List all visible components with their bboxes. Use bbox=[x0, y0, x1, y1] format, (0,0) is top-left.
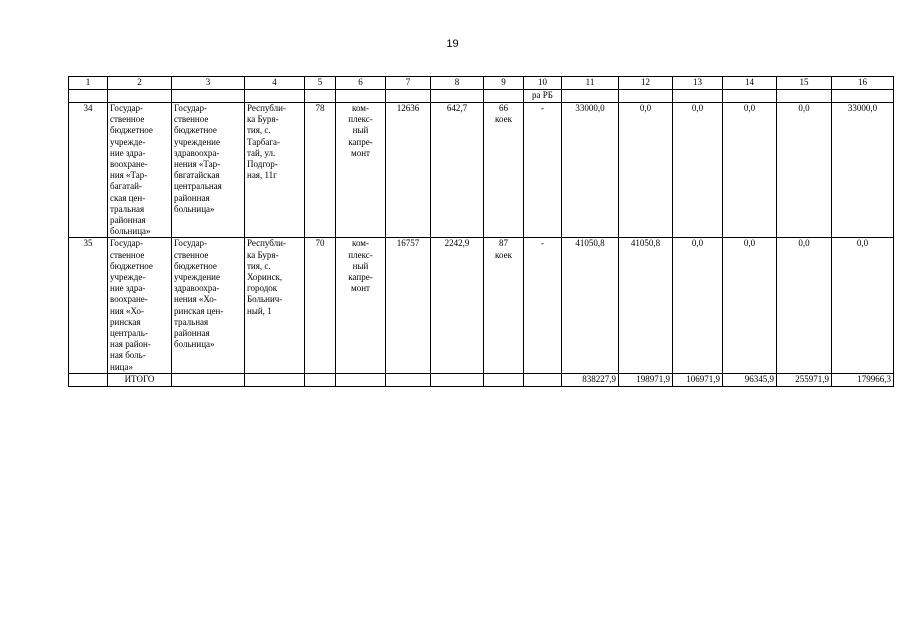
column-number-10: 10 bbox=[524, 77, 562, 90]
cell-line: коек bbox=[495, 249, 512, 260]
subheader-cell bbox=[69, 90, 108, 103]
total-col16: 179966,3 bbox=[832, 373, 894, 386]
total-cell-empty bbox=[305, 373, 336, 386]
cell-line: Государ- bbox=[174, 103, 208, 113]
subheader-cell bbox=[619, 90, 673, 103]
cell-line: ская цен- bbox=[110, 192, 146, 203]
institution-name bbox=[108, 238, 172, 373]
total-col11: 838227,9 bbox=[562, 373, 619, 386]
cell-col11: 33000,0 bbox=[562, 103, 619, 238]
cell-col15: 0,0 bbox=[777, 103, 832, 238]
cell-line: бюджетное bbox=[110, 125, 153, 136]
cell-line: 87 bbox=[499, 238, 508, 249]
cell-line: бюджетное bbox=[174, 125, 217, 136]
address bbox=[245, 238, 305, 373]
cell-line: ком- bbox=[352, 238, 369, 249]
cell-line: ный, 1 bbox=[247, 305, 272, 316]
cell-line: 66 bbox=[499, 103, 508, 113]
subheader-cell bbox=[431, 90, 484, 103]
cell-line: багатай- bbox=[110, 181, 142, 192]
cell-line: тия, с. bbox=[247, 260, 271, 271]
cell-col7: 12636 bbox=[386, 103, 431, 238]
column-number-row bbox=[69, 77, 894, 90]
cell-line: монт bbox=[351, 283, 370, 294]
cell-line: ный bbox=[352, 260, 369, 271]
cell-col14: 0,0 bbox=[723, 103, 777, 238]
cell-line: ственное bbox=[110, 249, 145, 260]
total-cell-empty bbox=[69, 373, 108, 386]
institution-full-name bbox=[172, 238, 245, 373]
page-number: 19 bbox=[446, 38, 459, 50]
cell-col16: 0,0 bbox=[832, 238, 894, 373]
cell-line: ная, 11г bbox=[247, 170, 277, 181]
cell-line: больница» bbox=[174, 203, 215, 214]
row-number: 35 bbox=[69, 238, 108, 373]
total-cell-empty bbox=[336, 373, 386, 386]
cell-line: тральная bbox=[174, 316, 209, 327]
bed-count bbox=[484, 238, 524, 373]
cell-col7: 16757 bbox=[386, 238, 431, 373]
subheader-cell-10: ра РБ bbox=[524, 90, 562, 103]
cell-line: ница» bbox=[110, 361, 133, 372]
cell-line: нения «Хо- bbox=[174, 294, 217, 305]
total-cell-empty bbox=[245, 373, 305, 386]
cell-line: ственное bbox=[174, 114, 209, 125]
data-table bbox=[68, 76, 894, 387]
cell-line: учреждение bbox=[174, 272, 220, 283]
column-number-16: 16 bbox=[832, 77, 894, 90]
cell-line: городок bbox=[247, 283, 278, 294]
cell-line: центральная bbox=[174, 181, 222, 192]
total-label: ИТОГО bbox=[108, 373, 172, 386]
column-number-9: 9 bbox=[484, 77, 524, 90]
cell-line: бвгатайская bbox=[174, 170, 220, 181]
column-number-6: 6 bbox=[336, 77, 386, 90]
cell-col14: 0,0 bbox=[723, 238, 777, 373]
column-number-8: 8 bbox=[431, 77, 484, 90]
cell-col11: 41050,8 bbox=[562, 238, 619, 373]
bed-count bbox=[484, 103, 524, 238]
cell-col5: 78 bbox=[305, 103, 336, 238]
cell-line: Государ- bbox=[110, 238, 144, 249]
repair-type bbox=[336, 103, 386, 238]
cell-line: ный bbox=[352, 125, 369, 136]
total-cell-empty bbox=[431, 373, 484, 386]
cell-line: нения «Тар- bbox=[174, 159, 221, 170]
institution-full-name bbox=[172, 103, 245, 238]
cell-line: ния «Хо- bbox=[110, 305, 144, 316]
cell-line: капре- bbox=[348, 136, 373, 147]
cell-line: бюджетное bbox=[174, 260, 217, 271]
total-cell-empty bbox=[484, 373, 524, 386]
cell-line: учреждение bbox=[174, 136, 220, 147]
cell-line: централь- bbox=[110, 328, 148, 339]
subheader-cell bbox=[832, 90, 894, 103]
subheader-cell bbox=[336, 90, 386, 103]
cell-line: ственное bbox=[174, 249, 209, 260]
cell-line: учрежде- bbox=[110, 272, 146, 283]
cell-line: ринская bbox=[110, 316, 141, 327]
column-number-12: 12 bbox=[619, 77, 673, 90]
total-col14: 96345,9 bbox=[723, 373, 777, 386]
cell-line: тия, с. bbox=[247, 125, 271, 136]
column-number-5: 5 bbox=[305, 77, 336, 90]
cell-line: бюджетное bbox=[110, 260, 153, 271]
cell-line: воохране- bbox=[110, 159, 148, 170]
subheader-cell bbox=[305, 90, 336, 103]
cell-col16: 33000,0 bbox=[832, 103, 894, 238]
cell-line: ком- bbox=[352, 103, 369, 113]
cell-col13: 0,0 bbox=[673, 103, 723, 238]
cell-line: районная bbox=[174, 192, 210, 203]
cell-col12: 0,0 bbox=[619, 103, 673, 238]
subheader-cell bbox=[172, 90, 245, 103]
cell-line: ственное bbox=[110, 114, 145, 125]
total-cell-empty bbox=[172, 373, 245, 386]
total-cell-empty bbox=[386, 373, 431, 386]
column-number-3: 3 bbox=[172, 77, 245, 90]
cell-col12: 41050,8 bbox=[619, 238, 673, 373]
cell-line: районная bbox=[174, 328, 210, 339]
subheader-row bbox=[69, 90, 894, 103]
cell-line: плекс- bbox=[348, 114, 373, 125]
column-number-11: 11 bbox=[562, 77, 619, 90]
row-number: 34 bbox=[69, 103, 108, 238]
cell-line: ния «Тар- bbox=[110, 170, 148, 181]
column-number-4: 4 bbox=[245, 77, 305, 90]
cell-col13: 0,0 bbox=[673, 238, 723, 373]
total-row bbox=[69, 373, 894, 386]
cell-line: ринская цен- bbox=[174, 305, 224, 316]
total-col15: 255971,9 bbox=[777, 373, 832, 386]
cell-line: ние здра- bbox=[110, 283, 146, 294]
total-col13: 106971,9 bbox=[673, 373, 723, 386]
cell-line: плекс- bbox=[348, 249, 373, 260]
cell-line: ка Буря- bbox=[247, 114, 279, 125]
repair-type bbox=[336, 238, 386, 373]
table-row bbox=[69, 103, 894, 238]
address bbox=[245, 103, 305, 238]
total-cell-empty bbox=[524, 373, 562, 386]
subheader-cell bbox=[245, 90, 305, 103]
subheader-cell bbox=[108, 90, 172, 103]
subheader-cell bbox=[777, 90, 832, 103]
column-number-15: 15 bbox=[777, 77, 832, 90]
cell-line: Государ- bbox=[110, 103, 144, 113]
institution-name bbox=[108, 103, 172, 238]
subheader-cell bbox=[723, 90, 777, 103]
cell-line: тральная bbox=[110, 203, 145, 214]
table-row bbox=[69, 238, 894, 373]
subheader-cell bbox=[673, 90, 723, 103]
cell-line: Подгор- bbox=[247, 159, 278, 170]
subheader-cell bbox=[386, 90, 431, 103]
column-number-13: 13 bbox=[673, 77, 723, 90]
subheader-cell bbox=[562, 90, 619, 103]
column-number-7: 7 bbox=[386, 77, 431, 90]
cell-line: монт bbox=[351, 147, 370, 158]
cell-line: Хоринск, bbox=[247, 272, 283, 283]
cell-line: Больнич- bbox=[247, 294, 283, 305]
cell-col10: - bbox=[524, 238, 562, 373]
cell-line: Государ- bbox=[174, 238, 208, 249]
column-number-1: 1 bbox=[69, 77, 108, 90]
total-col12: 198971,9 bbox=[619, 373, 673, 386]
cell-line: Республи- bbox=[247, 103, 286, 113]
cell-col15: 0,0 bbox=[777, 238, 832, 373]
cell-col10: - bbox=[524, 103, 562, 238]
table-body bbox=[69, 77, 894, 387]
cell-line: коек bbox=[495, 114, 512, 125]
cell-col8: 2242,9 bbox=[431, 238, 484, 373]
cell-line: капре- bbox=[348, 272, 373, 283]
cell-line: тай, ул. bbox=[247, 147, 276, 158]
cell-line: больница» bbox=[174, 339, 215, 350]
cell-col8: 642,7 bbox=[431, 103, 484, 238]
cell-line: ная район- bbox=[110, 339, 151, 350]
cell-line: здравоохра- bbox=[174, 147, 220, 158]
column-number-2: 2 bbox=[108, 77, 172, 90]
cell-line: воохране- bbox=[110, 294, 148, 305]
cell-line: Республи- bbox=[247, 238, 286, 249]
cell-line: районная bbox=[110, 215, 146, 226]
cell-line: больница» bbox=[110, 226, 151, 237]
cell-line: Тарбага- bbox=[247, 136, 281, 147]
cell-line: ная боль- bbox=[110, 350, 146, 361]
cell-line: ка Буря- bbox=[247, 249, 279, 260]
cell-line: здравоохра- bbox=[174, 283, 220, 294]
cell-line: учрежде- bbox=[110, 136, 146, 147]
subheader-cell bbox=[484, 90, 524, 103]
cell-col5: 70 bbox=[305, 238, 336, 373]
cell-line: ние здра- bbox=[110, 147, 146, 158]
column-number-14: 14 bbox=[723, 77, 777, 90]
